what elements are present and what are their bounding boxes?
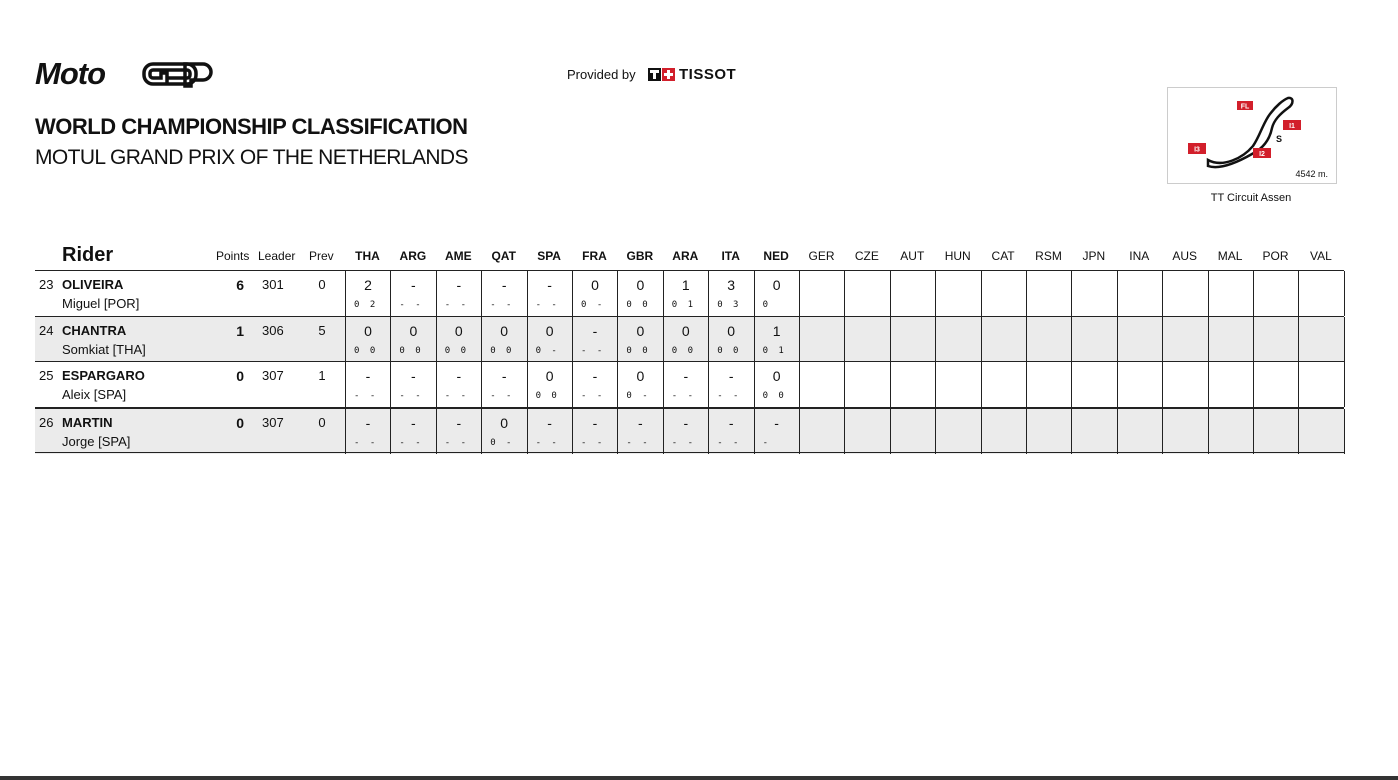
result-cell-por xyxy=(1253,362,1298,407)
result-cell-cat xyxy=(981,409,1026,454)
race-points: - xyxy=(728,368,734,384)
rider-given-name: Aleix [SPA] xyxy=(62,387,127,402)
race-points: 0 xyxy=(500,414,509,431)
result-cell-ger xyxy=(799,317,844,362)
result-cell-aus xyxy=(1162,271,1207,316)
race-breakdown: 0 0 xyxy=(671,345,694,356)
rider-position: 26 xyxy=(39,414,54,430)
race-points: 0 xyxy=(591,277,599,293)
result-cell-jpn xyxy=(1071,317,1116,362)
result-cell-aut xyxy=(890,317,935,362)
result-cell-ina xyxy=(1117,271,1162,316)
result-cell-val xyxy=(1298,271,1343,316)
race-points: 1 xyxy=(681,277,690,293)
header-race-ara: ARA xyxy=(672,249,699,263)
header-race-por: POR xyxy=(1262,249,1289,263)
race-breakdown: - - xyxy=(399,391,421,401)
result-cell-cat xyxy=(981,362,1026,407)
result-cell-ara xyxy=(663,362,708,407)
rider-given-name: Jorge [SPA] xyxy=(62,433,131,449)
race-breakdown: 0 0 xyxy=(399,345,421,356)
race-points: - xyxy=(456,414,462,431)
race-breakdown: 0 0 xyxy=(626,300,648,310)
race-breakdown: - - xyxy=(354,391,376,401)
header-race-tha: THA xyxy=(355,249,380,263)
header-race-ned: NED xyxy=(763,249,789,263)
race-points: - xyxy=(411,277,416,293)
result-cell-ame xyxy=(436,317,481,362)
header-points: Points xyxy=(216,249,250,263)
race-points: - xyxy=(456,277,462,293)
swiss-cross-icon xyxy=(662,68,675,81)
result-cell-ned xyxy=(754,271,799,316)
header-race-cat: CAT xyxy=(991,249,1015,263)
tissot-logo xyxy=(648,66,736,82)
result-cell-cze xyxy=(844,271,889,316)
result-cell-rsm xyxy=(1026,362,1071,407)
result-cell-jpn xyxy=(1071,409,1116,454)
race-breakdown: 0 - xyxy=(490,437,512,448)
race-points: - xyxy=(456,368,462,384)
result-cell-ita xyxy=(708,362,753,407)
rider-surname: ESPARGARO xyxy=(62,368,145,383)
result-cell-aut xyxy=(890,409,935,454)
result-cell-ara xyxy=(663,409,708,454)
result-cell-por xyxy=(1253,409,1298,454)
rider-position: 23 xyxy=(39,277,54,292)
gap-to-previous: 0 xyxy=(318,414,326,430)
sector-i3-label: I3 xyxy=(1194,146,1200,154)
result-cell-qat xyxy=(481,317,526,362)
race-breakdown: - - xyxy=(535,437,557,448)
result-cell-por xyxy=(1253,317,1298,362)
race-points: 0 xyxy=(772,368,781,384)
race-points: 3 xyxy=(727,277,736,293)
header-race-fra: FRA xyxy=(582,249,607,263)
race-breakdown: 0 0 xyxy=(354,345,376,356)
result-cell-ita xyxy=(708,271,753,316)
result-cell-ara xyxy=(663,317,708,362)
table-right-border xyxy=(1344,317,1345,362)
race-breakdown: 0 0 xyxy=(490,345,512,356)
result-cell-arg xyxy=(390,362,435,407)
result-cell-spa xyxy=(527,409,572,454)
race-breakdown: 0 xyxy=(762,300,769,310)
tissot-wordmark: TISSOT xyxy=(679,65,737,83)
race-breakdown: - - xyxy=(490,391,512,401)
table-bottom-border xyxy=(35,452,1344,453)
result-cell-mal xyxy=(1208,362,1253,407)
header-rider: Rider xyxy=(62,244,114,266)
result-cell-gbr xyxy=(617,362,662,407)
race-points: - xyxy=(501,368,507,384)
result-cell-fra xyxy=(572,362,617,407)
race-points: - xyxy=(592,414,598,431)
rider-position: 25 xyxy=(39,368,54,383)
race-points: 0 xyxy=(636,368,645,384)
sector-i1-label: I1 xyxy=(1289,123,1295,130)
motogp-logo xyxy=(35,58,215,90)
race-breakdown: 0 1 xyxy=(671,300,694,310)
gap-to-previous: 5 xyxy=(318,322,326,338)
race-points: - xyxy=(547,414,552,431)
race-breakdown: - - xyxy=(671,437,694,448)
page-title: WORLD CHAMPIONSHIP CLASSIFICATION xyxy=(35,114,468,139)
rider-surname: CHANTRA xyxy=(62,322,127,338)
race-points: - xyxy=(547,277,552,293)
race-points: 1 xyxy=(772,322,781,339)
race-points: 0 xyxy=(772,277,781,293)
result-cell-val xyxy=(1298,362,1343,407)
race-breakdown: - - xyxy=(354,437,376,448)
result-cell-aut xyxy=(890,362,935,407)
result-cell-tha xyxy=(345,271,390,316)
result-cell-qat xyxy=(481,362,526,407)
result-cell-por xyxy=(1253,271,1298,316)
race-points: 0 xyxy=(636,322,645,339)
result-cell-gbr xyxy=(617,317,662,362)
result-cell-arg xyxy=(390,409,435,454)
sector-s-label: S xyxy=(1275,134,1283,144)
header-race-ame: AME xyxy=(444,249,472,263)
race-breakdown: - - xyxy=(626,437,648,448)
result-cell-spa xyxy=(527,362,572,407)
result-cell-tha xyxy=(345,362,390,407)
race-breakdown: - - xyxy=(581,437,603,448)
provided-by-label: Provided by xyxy=(567,67,636,82)
header-race-qat: QAT xyxy=(491,249,516,263)
svg-text:Moto: Moto xyxy=(35,58,106,90)
result-cell-hun xyxy=(935,271,980,316)
header-race-jpn: JPN xyxy=(1082,249,1106,263)
result-cell-ina xyxy=(1117,317,1162,362)
result-cell-rsm xyxy=(1026,409,1071,454)
header-race-aus: AUS xyxy=(1172,249,1198,263)
race-breakdown: - - xyxy=(444,391,467,401)
race-points: - xyxy=(683,368,689,384)
rider-surname: MARTIN xyxy=(62,414,113,430)
result-cell-rsm xyxy=(1026,271,1071,316)
race-breakdown: - - xyxy=(671,391,694,401)
result-cell-ita xyxy=(708,409,753,454)
header-race-gbr: GBR xyxy=(626,249,654,263)
result-cell-ger xyxy=(799,271,844,316)
gap-to-previous: 1 xyxy=(318,368,326,383)
rider-points: 1 xyxy=(236,322,244,339)
race-breakdown: 0 0 xyxy=(626,345,648,356)
result-cell-ned xyxy=(754,362,799,407)
race-breakdown: - xyxy=(762,437,769,448)
race-breakdown: - - xyxy=(490,300,512,310)
result-cell-gbr xyxy=(617,409,662,454)
race-points: - xyxy=(774,414,779,431)
result-cell-ned xyxy=(754,409,799,454)
header-race-ger: GER xyxy=(808,249,835,263)
header-race-cze: CZE xyxy=(854,249,879,263)
table-row xyxy=(35,361,1344,407)
rider-surname: OLIVEIRA xyxy=(62,277,124,292)
race-points: 0 xyxy=(681,322,690,339)
result-cell-jpn xyxy=(1071,362,1116,407)
race-points: - xyxy=(365,368,371,384)
circuit-name: TT Circuit Assen xyxy=(1210,192,1292,204)
race-breakdown: - - xyxy=(535,300,557,310)
rider-points: 6 xyxy=(236,277,244,293)
result-cell-fra xyxy=(572,271,617,316)
race-breakdown: - - xyxy=(399,437,421,448)
result-cell-spa xyxy=(527,271,572,316)
result-cell-aus xyxy=(1162,317,1207,362)
result-cell-arg xyxy=(390,317,435,362)
result-cell-tha xyxy=(345,317,390,362)
circuit-map xyxy=(1167,87,1337,184)
page-bottom-rule xyxy=(0,776,1398,780)
race-points: 0 xyxy=(454,322,463,339)
result-cell-gbr xyxy=(617,271,662,316)
race-breakdown: 0 0 xyxy=(535,391,557,401)
race-breakdown: 0 0 xyxy=(762,391,784,401)
result-cell-ame xyxy=(436,271,481,316)
result-cell-ara xyxy=(663,271,708,316)
race-breakdown: - - xyxy=(444,437,467,448)
result-cell-tha xyxy=(345,409,390,454)
race-points: - xyxy=(411,414,416,431)
rider-points: 0 xyxy=(236,414,244,431)
result-cell-mal xyxy=(1208,409,1253,454)
result-cell-qat xyxy=(481,271,526,316)
table-right-border xyxy=(1344,362,1345,407)
gap-to-leader: 307 xyxy=(262,414,284,430)
result-cell-val xyxy=(1298,409,1343,454)
result-cell-fra xyxy=(572,409,617,454)
result-cell-jpn xyxy=(1071,271,1116,316)
result-cell-ame xyxy=(436,362,481,407)
result-cell-cze xyxy=(844,317,889,362)
race-points: 0 xyxy=(409,322,418,339)
header-race-spa: SPA xyxy=(537,249,561,263)
result-cell-arg xyxy=(390,271,435,316)
table-row xyxy=(35,407,1344,454)
race-breakdown: - - xyxy=(581,345,603,356)
rider-given-name: Somkiat [THA] xyxy=(62,341,146,357)
race-breakdown: 0 3 xyxy=(717,300,739,310)
tissot-t-icon xyxy=(648,68,661,81)
result-cell-mal xyxy=(1208,271,1253,316)
result-cell-hun xyxy=(935,362,980,407)
race-points: - xyxy=(728,414,734,431)
race-breakdown: 0 0 xyxy=(444,345,467,356)
header-race-ita: ITA xyxy=(721,249,740,263)
table-right-border xyxy=(1344,271,1345,316)
race-breakdown: - - xyxy=(399,300,421,310)
result-cell-mal xyxy=(1208,317,1253,362)
header-race-rsm: RSM xyxy=(1035,249,1062,263)
race-points: 0 xyxy=(500,322,509,339)
result-cell-fra xyxy=(572,317,617,362)
race-breakdown: 0 2 xyxy=(354,300,376,310)
result-cell-ina xyxy=(1117,362,1162,407)
result-cell-cat xyxy=(981,317,1026,362)
table-right-border xyxy=(1344,409,1345,454)
header-race-mal: MAL xyxy=(1217,249,1243,263)
race-points: - xyxy=(683,414,689,431)
gap-to-leader: 301 xyxy=(262,277,284,292)
race-points: 0 xyxy=(727,322,736,339)
sector-fl-label: FL xyxy=(1240,103,1250,111)
race-points: - xyxy=(638,414,643,431)
result-cell-cze xyxy=(844,362,889,407)
race-points: - xyxy=(592,322,598,339)
race-breakdown: 0 - xyxy=(581,300,603,310)
race-points: 2 xyxy=(364,277,372,293)
race-points: - xyxy=(411,368,416,384)
result-cell-spa xyxy=(527,317,572,362)
race-points: - xyxy=(365,414,371,431)
race-breakdown: 0 - xyxy=(535,345,557,356)
header-leader: Leader xyxy=(258,249,296,263)
race-breakdown: 0 - xyxy=(626,391,648,401)
table-row xyxy=(35,270,1344,316)
result-cell-cat xyxy=(981,271,1026,316)
race-points: - xyxy=(501,277,507,293)
race-points: 0 xyxy=(545,322,554,339)
header-race-hun: HUN xyxy=(944,249,971,263)
result-cell-ger xyxy=(799,362,844,407)
race-breakdown: - - xyxy=(444,300,467,310)
result-cell-ita xyxy=(708,317,753,362)
result-cell-aus xyxy=(1162,409,1207,454)
race-points: 0 xyxy=(636,277,645,293)
result-cell-rsm xyxy=(1026,317,1071,362)
result-cell-ame xyxy=(436,409,481,454)
result-cell-ina xyxy=(1117,409,1162,454)
header-prev: Prev xyxy=(309,249,334,263)
header-race-aut: AUT xyxy=(900,249,925,263)
race-points: - xyxy=(592,368,598,384)
race-breakdown: - - xyxy=(581,391,603,401)
result-cell-ned xyxy=(754,317,799,362)
sector-i2-label: I2 xyxy=(1259,151,1265,158)
rider-given-name: Miguel [POR] xyxy=(62,296,140,311)
result-cell-ger xyxy=(799,409,844,454)
gap-to-leader: 306 xyxy=(262,322,284,338)
page-subtitle: MOTUL GRAND PRIX OF THE NETHERLANDS xyxy=(35,146,468,169)
table-row xyxy=(35,316,1344,362)
result-cell-hun xyxy=(935,317,980,362)
race-points: 0 xyxy=(364,322,372,339)
header-race-val: VAL xyxy=(1309,249,1332,263)
result-cell-qat xyxy=(481,409,526,454)
header-race-ina: INA xyxy=(1129,249,1150,263)
result-cell-val xyxy=(1298,317,1343,362)
race-breakdown: 0 0 xyxy=(717,345,739,356)
race-breakdown: - - xyxy=(717,437,739,448)
race-points: 0 xyxy=(545,368,554,384)
result-cell-aut xyxy=(890,271,935,316)
result-cell-aus xyxy=(1162,362,1207,407)
gap-to-previous: 0 xyxy=(318,277,326,292)
result-cell-cze xyxy=(844,409,889,454)
gap-to-leader: 307 xyxy=(262,368,284,383)
result-cell-hun xyxy=(935,409,980,454)
circuit-length: 4542 m. xyxy=(1295,169,1328,179)
rider-points: 0 xyxy=(236,368,244,384)
race-breakdown: 0 1 xyxy=(762,345,784,356)
race-breakdown: - - xyxy=(717,391,739,401)
rider-position: 24 xyxy=(39,322,54,338)
header-race-arg: ARG xyxy=(399,249,427,263)
